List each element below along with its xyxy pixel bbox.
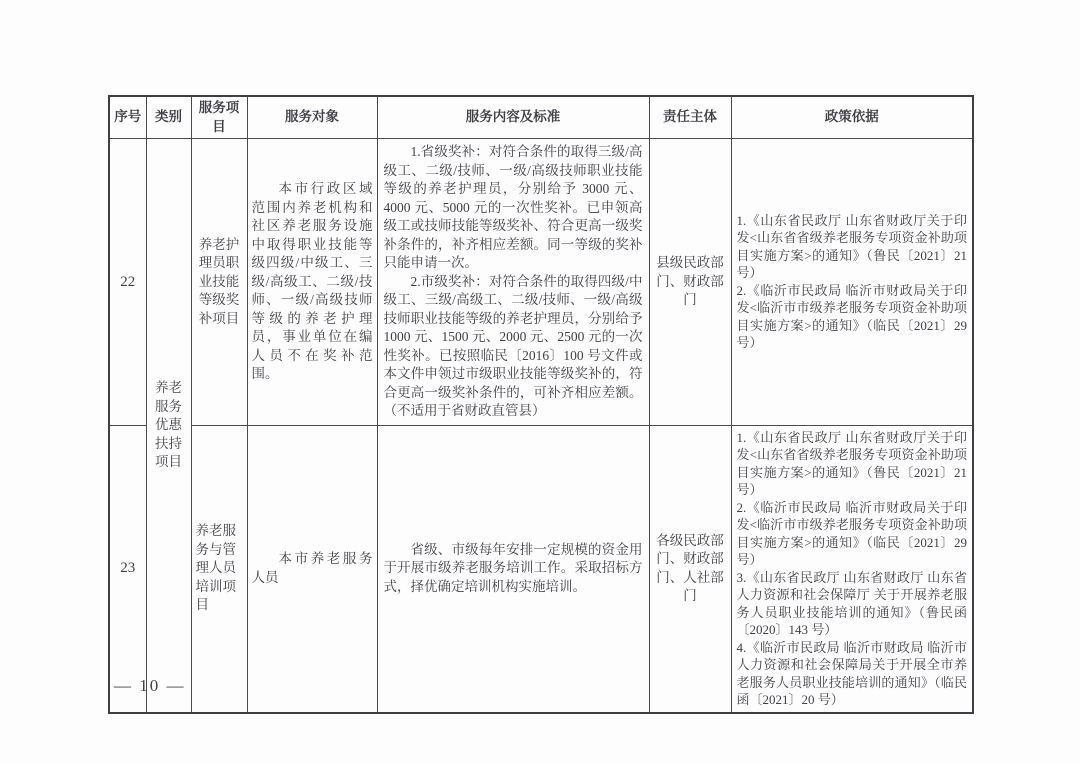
header-service-target: 服务对象 [247, 96, 377, 139]
policy-item-4: 4.《临沂市民政局 临沂市财政局 临沂市人力资源和社会保障局关于开展全市养老服务人员职业技能培训的通知》（临民函〔2021〕20 号） [736, 639, 967, 707]
policy-item-2: 2.《临沂市民政局 临沂市财政局关于印发<临沂市市级养老服务专项资金补助项目实施方案>的通知》（临民〔2021〕29 号） [736, 282, 967, 351]
policy-item-3: 3.《山东省民政厅 山东省财政厅 山东省人力资源和社会保障厅 关于开展养老服务人员职业技能培训的通知》（鲁民函〔2020〕143 号） [736, 569, 967, 637]
cell-project-22: 养老护理员职业技能等级奖补项目 [191, 139, 247, 426]
cell-category-merged: 养老服务优惠扶持项目 [146, 139, 191, 713]
header-category: 类别 [146, 96, 191, 139]
cell-serial-22: 22 [109, 139, 146, 426]
target-paragraph: 本市养老服务人员 [251, 551, 373, 585]
cell-responsible-23: 各级民政部门、财政部门、人社部门 [649, 425, 731, 713]
cell-serial-23: 23 [109, 425, 146, 713]
header-service-content: 服务内容及标准 [377, 96, 649, 139]
cell-policy-23 [731, 425, 973, 713]
cell-content-23 [377, 425, 649, 713]
policy-item-1: 1.《山东省民政厅 山东省财政厅关于印发<山东省省级养老服务专项资金补助项目实施方案>的通知》（鲁民〔2021〕21 号） [736, 429, 967, 497]
cell-content-22 [377, 139, 649, 426]
target-paragraph: 本市行政区域范围内养老机构和社区养老服务设施中取得职业技能等级四级/中级工、三级/高级工、二级/技师、一级/高级技师等级的养老护理员，事业单位在编人员不在奖补范围。 [251, 181, 373, 381]
policy-item-2: 2.《临沂市民政局 临沂市财政局关于印发<临沂市市级养老服务专项资金补助项目实施方案>的通知》（临民〔2021〕29 号） [736, 499, 967, 567]
header-serial-number: 序号 [109, 96, 146, 139]
header-policy-basis: 政策依据 [731, 96, 973, 139]
policy-item-1: 1.《山东省民政厅 山东省财政厅关于印发<山东省省级养老服务专项资金补助项目实施方案>的通知》（鲁民〔2021〕21 号） [736, 212, 967, 281]
cell-responsible-22: 县级民政部门、财政部门 [649, 139, 731, 426]
table-row-22 [109, 139, 973, 426]
page-number: — 10 — [114, 676, 186, 695]
cell-target-23 [247, 425, 377, 713]
table-row-23 [109, 425, 973, 713]
header-service-project: 服务项目 [191, 96, 247, 139]
header-responsible-entity: 责任主体 [649, 96, 731, 139]
cell-policy-22 [731, 139, 973, 426]
content-paragraph-city: 2.市级奖补：对符合条件的取得四级/中级工、三级/高级工、二级/技师、一级/高级技师职业技能等级的养老护理员，分别给予 1000 元、1500 元、2000 元、2500 元的一次性奖补。已按照临民〔2016〕100 号文件或本文件申领过市级职业技能等级奖补的，符合更高一级奖补条件的，可补齐相应差额。（不适用于省财政直管县） [383, 273, 643, 418]
cell-project-23: 养老服务与管理人员培训项目 [191, 425, 247, 713]
content-paragraph-province: 1.省级奖补：对符合条件的取得三级/高级工、二级/技师、一级/高级技师职业技能等级的养老护理员，分别给予 3000 元、4000 元、5000 元的一次性奖补。已申领高级工或技师技能等级奖补、符合更高一级奖补条件的，补齐相应差额。同一等级的奖补只能申请一次。 [383, 144, 643, 270]
content-paragraph-training: 省级、市级每年安排一定规模的资金用于开展市级养老服务培训工作。采取招标方式，择优确定培训机构实施培训。 [383, 541, 643, 594]
table-header-row [109, 96, 973, 139]
elderly-care-policy-table [108, 95, 974, 714]
cell-target-22 [247, 139, 377, 426]
